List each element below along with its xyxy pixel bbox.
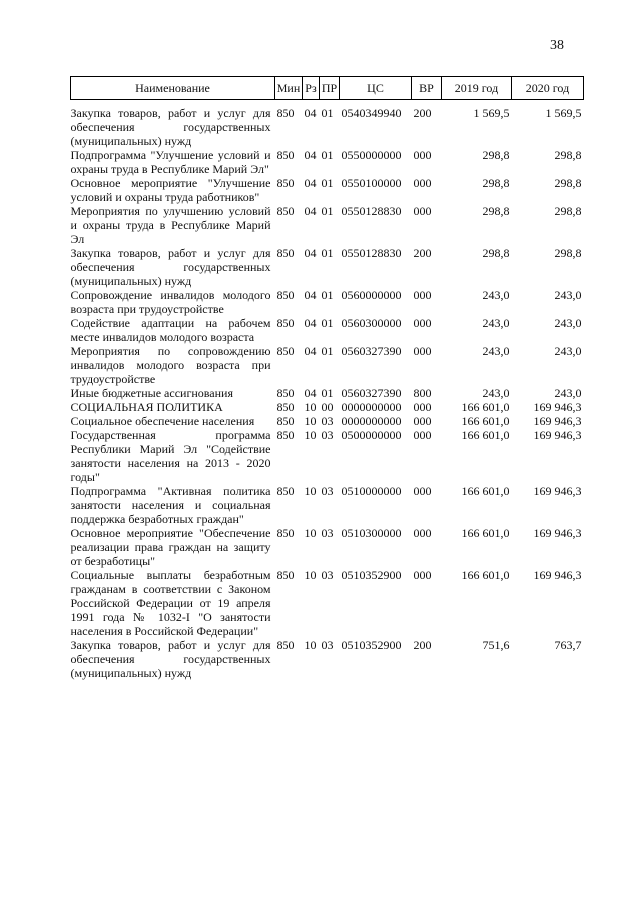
row-name: Сопровождение инвалидов молодого возраста при трудоустройстве [70,288,271,316]
row-value-2019: 298,8 [482,148,510,162]
table-row [71,288,584,316]
row-vr: 000 [413,428,432,442]
row-pr: 00 [321,400,334,414]
table-row [71,148,584,176]
table-header-row [71,77,584,100]
row-vr: 800 [413,386,432,400]
row-name: Социальное обеспечение населения [70,414,255,428]
row-value-2020: 243,0 [554,316,582,330]
row-name: Мероприятия по улучшению условий и охраны труда в Республике Марий Эл [70,204,271,246]
row-pr: 03 [321,428,334,442]
row-cs: 0540349940 [341,106,402,120]
row-value-2020: 169 946,3 [533,484,582,498]
header-rz: Рз [303,77,320,100]
row-rz: 04 [304,344,317,358]
row-min: 850 [276,638,295,652]
row-vr: 200 [413,106,432,120]
table-row [71,176,584,204]
page-number: 38 [550,38,564,53]
row-cs: 0510352900 [341,568,402,582]
row-vr: 000 [413,148,432,162]
row-rz: 10 [304,638,317,652]
row-pr: 01 [321,148,334,162]
row-vr: 000 [413,484,432,498]
row-rz: 10 [304,414,317,428]
row-pr: 01 [321,106,334,120]
budget-table [70,76,584,680]
row-pr: 03 [321,526,334,540]
row-name: Закупка товаров, работ и услуг для обеспечения государственных (муниципальных) нужд [70,106,271,148]
table-row [71,484,584,526]
row-rz: 04 [304,106,317,120]
row-vr: 000 [413,400,432,414]
row-pr: 01 [321,316,334,330]
table-row [71,344,584,386]
row-pr: 01 [321,344,334,358]
table-row [71,526,584,568]
row-name: Подпрограмма "Улучшение условий и охраны труда в Республике Марий Эл" [70,148,271,176]
table-row [71,568,584,638]
row-value-2020: 243,0 [554,386,582,400]
row-rz: 10 [304,484,317,498]
row-rz: 10 [304,400,317,414]
row-name: Подпрограмма "Активная политика занятости населения и социальная поддержка безработных граждан" [70,484,271,526]
row-rz: 10 [304,526,317,540]
row-value-2020: 243,0 [554,288,582,302]
row-pr: 01 [321,176,334,190]
row-value-2020: 298,8 [554,148,582,162]
table-row [71,638,584,680]
row-rz: 04 [304,386,317,400]
row-value-2020: 298,8 [554,204,582,218]
table-row [71,316,584,344]
row-rz: 04 [304,288,317,302]
row-name: Иные бюджетные ассигнования [70,386,233,400]
row-min: 850 [276,316,295,330]
header-vr: ВР [412,77,442,100]
row-cs: 0560327390 [341,344,402,358]
row-pr: 01 [321,288,334,302]
row-pr: 03 [321,568,334,582]
row-pr: 01 [321,246,334,260]
row-value-2020: 243,0 [554,344,582,358]
row-cs: 0560300000 [341,316,402,330]
row-cs: 0510000000 [341,484,402,498]
row-min: 850 [276,344,295,358]
row-min: 850 [276,400,295,414]
table-row [71,400,584,414]
row-rz: 04 [304,176,317,190]
row-value-2020: 169 946,3 [533,400,582,414]
row-name: Закупка товаров, работ и услуг для обеспечения государственных (муниципальных) нужд [70,638,271,680]
row-vr: 000 [413,176,432,190]
row-value-2019: 166 601,0 [461,484,510,498]
row-value-2019: 243,0 [482,316,510,330]
table-row [71,204,584,246]
row-name: СОЦИАЛЬНАЯ ПОЛИТИКА [70,400,223,414]
header-cs: ЦС [340,77,412,100]
row-cs: 0550128830 [341,204,402,218]
row-min: 850 [276,484,295,498]
row-rz: 04 [304,204,317,218]
row-name: Государственная программа Республики Марий Эл "Содействие занятости населения на 2013 - 2020 годы" [70,428,271,484]
row-min: 850 [276,176,295,190]
row-vr: 000 [413,204,432,218]
row-min: 850 [276,526,295,540]
row-value-2020: 169 946,3 [533,414,582,428]
row-pr: 01 [321,386,334,400]
table-row [71,428,584,484]
row-vr: 000 [413,526,432,540]
row-min: 850 [276,288,295,302]
row-cs: 0550128830 [341,246,402,260]
row-cs: 0510300000 [341,526,402,540]
row-value-2020: 763,7 [554,638,582,652]
row-value-2019: 166 601,0 [461,568,510,582]
row-name: Мероприятия по сопровождению инвалидов молодого возраста при трудоустройстве [70,344,271,386]
row-vr: 000 [413,414,432,428]
row-name: Основное мероприятие "Обеспечение реализации права граждан на защиту от безработицы" [70,526,271,568]
row-min: 850 [276,246,295,260]
row-min: 850 [276,568,295,582]
row-pr: 03 [321,484,334,498]
row-vr: 000 [413,344,432,358]
row-cs: 0560000000 [341,288,402,302]
row-rz: 04 [304,148,317,162]
row-value-2019: 243,0 [482,344,510,358]
row-name: Социальные выплаты безработным гражданам в соответствии с Законом Российской Федерации от 19 апреля 1991 года № 1032-I "О занятости населения в Российской Федерации" [70,568,271,638]
row-pr: 03 [321,414,334,428]
row-rz: 04 [304,246,317,260]
row-min: 850 [276,148,295,162]
header-2019: 2019 год [442,77,512,100]
row-min: 850 [276,414,295,428]
row-value-2019: 298,8 [482,176,510,190]
row-value-2019: 1 569,5 [473,106,510,120]
row-min: 850 [276,106,295,120]
row-value-2019: 243,0 [482,288,510,302]
row-cs: 0560327390 [341,386,402,400]
row-cs: 0550100000 [341,176,402,190]
row-value-2019: 166 601,0 [461,526,510,540]
row-value-2019: 243,0 [482,386,510,400]
row-min: 850 [276,204,295,218]
row-value-2019: 166 601,0 [461,400,510,414]
row-vr: 200 [413,638,432,652]
row-value-2019: 751,6 [482,638,510,652]
table-row [71,246,584,288]
row-vr: 000 [413,568,432,582]
row-min: 850 [276,428,295,442]
row-rz: 04 [304,316,317,330]
row-vr: 000 [413,288,432,302]
row-value-2019: 298,8 [482,204,510,218]
row-cs: 0510352900 [341,638,402,652]
row-value-2020: 169 946,3 [533,526,582,540]
row-value-2020: 298,8 [554,246,582,260]
table-row [71,106,584,148]
header-pr: ПР [320,77,340,100]
header-name: Наименование [71,77,275,100]
row-rz: 10 [304,428,317,442]
row-value-2020: 169 946,3 [533,428,582,442]
row-rz: 10 [304,568,317,582]
row-pr: 01 [321,204,334,218]
row-value-2020: 1 569,5 [545,106,582,120]
row-value-2020: 169 946,3 [533,568,582,582]
row-value-2019: 166 601,0 [461,414,510,428]
row-name: Закупка товаров, работ и услуг для обеспечения государственных (муниципальных) нужд [70,246,271,288]
header-2020: 2020 год [512,77,584,100]
row-min: 850 [276,386,295,400]
row-value-2020: 298,8 [554,176,582,190]
row-name: Содействие адаптации на рабочем месте инвалидов молодого возраста [70,316,271,344]
row-cs: 0500000000 [341,428,402,442]
header-min: Мин [275,77,303,100]
row-cs: 0000000000 [341,400,402,414]
table-row [71,414,584,428]
row-cs: 0550000000 [341,148,402,162]
row-value-2019: 298,8 [482,246,510,260]
row-vr: 000 [413,316,432,330]
row-pr: 03 [321,638,334,652]
row-cs: 0000000000 [341,414,402,428]
row-vr: 200 [413,246,432,260]
row-name: Основное мероприятие "Улучшение условий и охраны труда работников" [70,176,271,204]
row-value-2019: 166 601,0 [461,428,510,442]
table-row [71,386,584,400]
